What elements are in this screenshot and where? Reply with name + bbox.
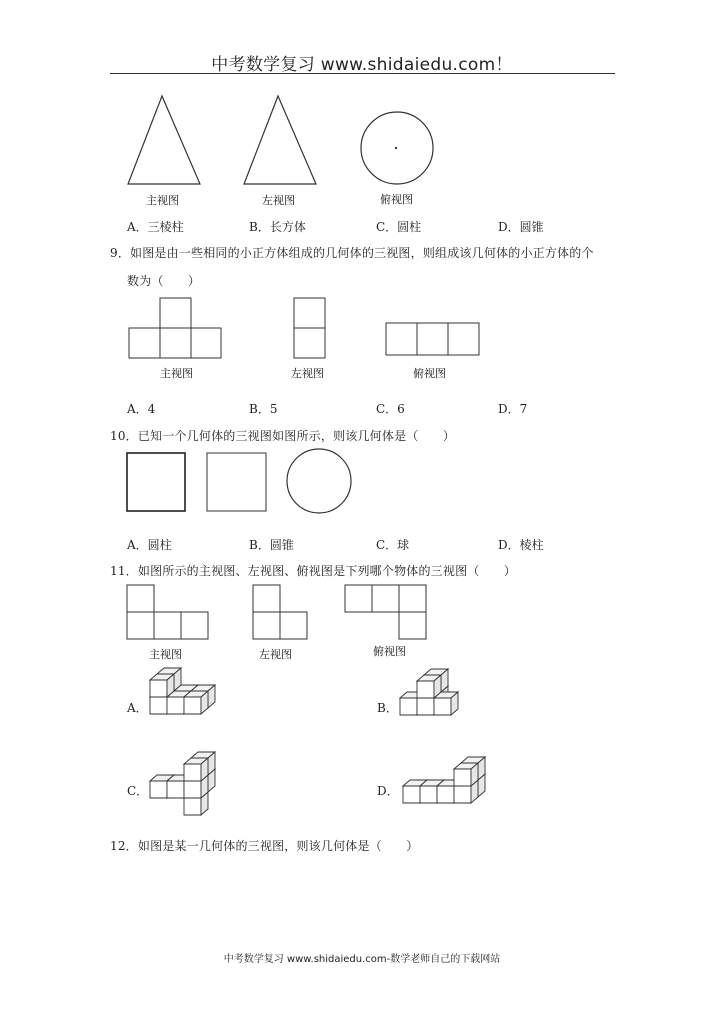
q9-option-a[interactable]: A．4: [127, 402, 156, 416]
q11-option-b-label[interactable]: B．: [377, 701, 398, 715]
page-header-title: 中考数学复习 www.shidaiedu.com！: [211, 55, 513, 75]
page-footer: 中考数学复习 www.shidaiedu.com-数学老师自己的下载网站: [223, 954, 501, 965]
q9-option-c[interactable]: C．6: [376, 402, 405, 416]
q11-text: 11．如图所示的主视图、左视图、俯视图是下列哪个物体的三视图（ ）: [110, 564, 517, 578]
q11-caption-left: 左视图: [259, 648, 292, 661]
q9-option-d[interactable]: D．7: [498, 402, 528, 416]
q10-option-b[interactable]: B．圆锥: [249, 538, 294, 552]
q8-caption-top: 俯视图: [380, 193, 413, 206]
q10-option-a[interactable]: A．圆柱: [127, 538, 172, 552]
q9-caption-top: 俯视图: [413, 367, 446, 380]
cube: [454, 763, 478, 786]
q9-caption-front: 主视图: [160, 367, 193, 380]
q12-text: 12．如图是某一几何体的三视图，则该几何体是（ ）: [110, 839, 419, 853]
q8-caption-left: 左视图: [262, 194, 295, 207]
q8-option-a[interactable]: A．三棱柱: [127, 220, 184, 234]
q8-option-c[interactable]: C．圆柱: [376, 220, 422, 234]
q10-text: 10．已知一个几何体的三视图如图所示，则该几何体是（ ）: [110, 429, 456, 443]
q8-caption-front: 主视图: [146, 194, 179, 207]
q11-option-a-label[interactable]: A．: [127, 701, 148, 715]
q9-text-line1: 9．如图是由一些相同的小正方体组成的几何体的三视图，则组成该几何体的小正方体的个: [110, 246, 594, 260]
q11-caption-front: 主视图: [149, 648, 182, 661]
q9-caption-left: 左视图: [291, 367, 324, 380]
q11-option-d-label[interactable]: D．: [377, 784, 399, 798]
q10-option-c[interactable]: C．球: [376, 538, 410, 552]
q8-option-d[interactable]: D．圆锥: [498, 220, 544, 234]
q8-option-b[interactable]: B．长方体: [249, 220, 306, 234]
q9-text-line2: 数为（ ）: [127, 274, 201, 288]
q10-option-d[interactable]: D．棱柱: [498, 538, 544, 552]
q9-option-b[interactable]: B．5: [249, 402, 278, 416]
q11-caption-top: 俯视图: [373, 645, 406, 658]
q11-option-c-label[interactable]: C．: [127, 784, 149, 798]
